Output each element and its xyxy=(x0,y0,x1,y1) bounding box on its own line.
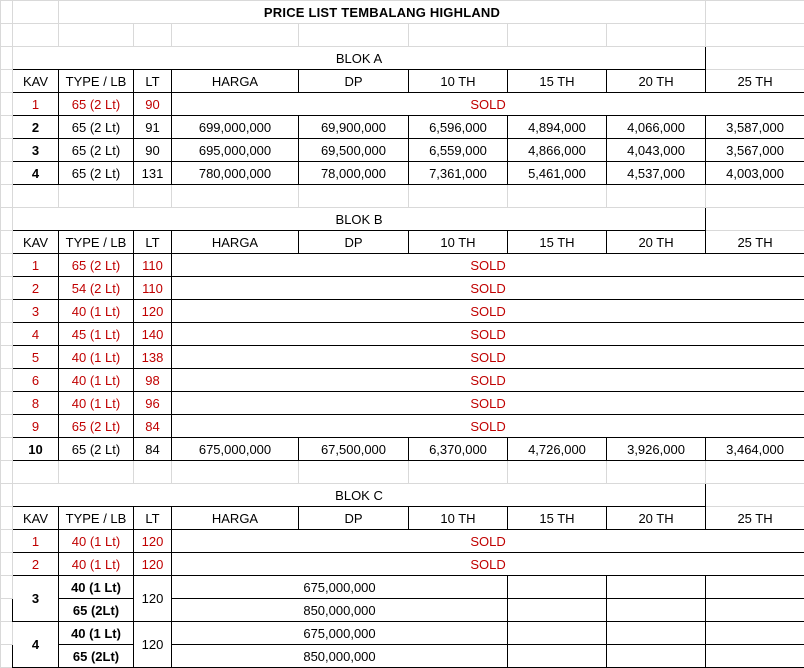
empty-cell xyxy=(134,185,172,208)
cell-lt: 90 xyxy=(134,93,172,116)
cell-th25: 4,003,000 xyxy=(706,162,804,185)
cell-harga: 675,000,000 xyxy=(172,576,508,599)
cell-kav: 2 xyxy=(13,553,59,576)
empty-cell xyxy=(299,24,409,47)
cell-dp: 69,900,000 xyxy=(299,116,409,139)
empty-cell xyxy=(134,24,172,47)
empty-cell xyxy=(706,484,804,507)
cell-th25: 3,567,000 xyxy=(706,139,804,162)
cell-type: 40 (1 Lt) xyxy=(59,392,134,415)
column-header: DP xyxy=(299,70,409,93)
cell-lt: 120 xyxy=(134,622,172,668)
cell-sold: SOLD xyxy=(172,530,804,553)
gutter-cell xyxy=(1,231,13,254)
cell-kav: 5 xyxy=(13,346,59,369)
cell-type: 65 (2 Lt) xyxy=(59,438,134,461)
gutter-cell xyxy=(1,553,13,576)
column-header: HARGA xyxy=(172,231,299,254)
cell-kav: 3 xyxy=(13,300,59,323)
cell-type: 40 (1 Lt) xyxy=(59,346,134,369)
cell-th15 xyxy=(508,599,607,622)
gutter-cell xyxy=(1,1,13,24)
cell-lt: 96 xyxy=(134,392,172,415)
cell-sold: SOLD xyxy=(172,369,804,392)
empty-cell xyxy=(1,185,13,208)
cell-kav: 4 xyxy=(13,622,59,668)
cell-dp: 78,000,000 xyxy=(299,162,409,185)
cell-kav: 1 xyxy=(13,530,59,553)
cell-kav: 4 xyxy=(13,162,59,185)
cell-lt: 120 xyxy=(134,553,172,576)
gutter-cell xyxy=(1,208,13,231)
cell-type: 45 (1 Lt) xyxy=(59,323,134,346)
cell-th25: 3,464,000 xyxy=(706,438,804,461)
gutter-cell xyxy=(1,576,13,599)
cell-type: 40 (1 Lt) xyxy=(59,530,134,553)
empty-cell xyxy=(706,1,804,24)
cell-kav: 10 xyxy=(13,438,59,461)
cell-kav: 1 xyxy=(13,254,59,277)
column-header: TYPE / LB xyxy=(59,507,134,530)
empty-cell xyxy=(409,185,508,208)
cell-sold: SOLD xyxy=(172,553,804,576)
cell-th15: 5,461,000 xyxy=(508,162,607,185)
empty-cell xyxy=(59,461,134,484)
gutter-cell xyxy=(1,346,13,369)
empty-cell xyxy=(13,24,59,47)
column-header: KAV xyxy=(13,70,59,93)
empty-cell xyxy=(13,461,59,484)
gutter-cell xyxy=(1,484,13,507)
cell-dp: 67,500,000 xyxy=(299,438,409,461)
column-header: DP xyxy=(299,507,409,530)
cell-dp: 69,500,000 xyxy=(299,139,409,162)
cell-th15: 4,866,000 xyxy=(508,139,607,162)
gutter-cell xyxy=(1,369,13,392)
empty-cell xyxy=(508,461,607,484)
empty-cell xyxy=(1,24,13,47)
column-header: 25 TH xyxy=(706,231,804,254)
cell-th20: 3,926,000 xyxy=(607,438,706,461)
gutter-cell xyxy=(1,93,13,116)
empty-cell xyxy=(706,208,804,231)
column-header: 20 TH xyxy=(607,507,706,530)
cell-th20: 4,043,000 xyxy=(607,139,706,162)
cell-th15 xyxy=(508,576,607,599)
cell-kav: 9 xyxy=(13,415,59,438)
empty-cell xyxy=(172,461,299,484)
gutter-cell xyxy=(1,438,13,461)
cell-harga: 675,000,000 xyxy=(172,622,508,645)
cell-type: 65 (2 Lt) xyxy=(59,116,134,139)
cell-th10: 6,370,000 xyxy=(409,438,508,461)
cell-th25 xyxy=(706,599,804,622)
cell-type: 40 (1 Lt) xyxy=(59,369,134,392)
gutter-cell xyxy=(1,599,13,622)
empty-cell xyxy=(706,461,804,484)
cell-kav: 2 xyxy=(13,116,59,139)
column-header: 15 TH xyxy=(508,231,607,254)
empty-cell xyxy=(409,24,508,47)
empty-cell xyxy=(706,24,804,47)
column-header: HARGA xyxy=(172,70,299,93)
cell-harga: 699,000,000 xyxy=(172,116,299,139)
cell-kav: 3 xyxy=(13,576,59,622)
cell-th15 xyxy=(508,622,607,645)
cell-sold: SOLD xyxy=(172,277,804,300)
gutter-cell xyxy=(1,139,13,162)
cell-lt: 84 xyxy=(134,415,172,438)
column-header: KAV xyxy=(13,507,59,530)
cell-type: 54 (2 Lt) xyxy=(59,277,134,300)
empty-cell xyxy=(409,461,508,484)
column-header: 10 TH xyxy=(409,507,508,530)
cell-kav: 4 xyxy=(13,323,59,346)
cell-th15: 4,894,000 xyxy=(508,116,607,139)
column-header: 15 TH xyxy=(508,70,607,93)
empty-cell xyxy=(172,24,299,47)
page-title: PRICE LIST TEMBALANG HIGHLAND xyxy=(59,1,706,24)
empty-cell xyxy=(607,24,706,47)
column-header: HARGA xyxy=(172,507,299,530)
cell-kav: 2 xyxy=(13,277,59,300)
cell-th10: 7,361,000 xyxy=(409,162,508,185)
cell-kav: 8 xyxy=(13,392,59,415)
gutter-cell xyxy=(1,47,13,70)
column-header: LT xyxy=(134,231,172,254)
empty-cell xyxy=(299,185,409,208)
gutter-cell xyxy=(1,277,13,300)
cell-kav: 3 xyxy=(13,139,59,162)
cell-th15: 4,726,000 xyxy=(508,438,607,461)
gutter-cell xyxy=(1,645,13,668)
cell-type: 40 (1 Lt) xyxy=(59,622,134,645)
empty-cell xyxy=(607,185,706,208)
cell-harga: 850,000,000 xyxy=(172,599,508,622)
empty-cell xyxy=(508,24,607,47)
block-title: BLOK A xyxy=(13,47,706,70)
empty-cell xyxy=(59,185,134,208)
cell-th10: 6,559,000 xyxy=(409,139,508,162)
cell-harga: 675,000,000 xyxy=(172,438,299,461)
cell-th10: 6,596,000 xyxy=(409,116,508,139)
block-title: BLOK C xyxy=(13,484,706,507)
gutter-cell xyxy=(1,622,13,645)
column-header: 10 TH xyxy=(409,231,508,254)
empty-cell xyxy=(706,185,804,208)
gutter-cell xyxy=(1,300,13,323)
cell-type: 40 (1 Lt) xyxy=(59,553,134,576)
cell-th25 xyxy=(706,645,804,668)
cell-harga: 850,000,000 xyxy=(172,645,508,668)
cell-th20 xyxy=(607,576,706,599)
empty-cell xyxy=(607,461,706,484)
cell-lt: 90 xyxy=(134,139,172,162)
column-header: LT xyxy=(134,70,172,93)
cell-lt: 120 xyxy=(134,300,172,323)
empty-cell xyxy=(1,461,13,484)
cell-type: 65 (2 Lt) xyxy=(59,139,134,162)
gutter-cell xyxy=(1,70,13,93)
cell-lt: 98 xyxy=(134,369,172,392)
cell-harga: 695,000,000 xyxy=(172,139,299,162)
empty-cell xyxy=(172,185,299,208)
cell-th25 xyxy=(706,576,804,599)
cell-type: 40 (1 Lt) xyxy=(59,576,134,599)
column-header: 20 TH xyxy=(607,70,706,93)
cell-type: 65 (2Lt) xyxy=(59,599,134,622)
cell-lt: 84 xyxy=(134,438,172,461)
empty-cell xyxy=(134,461,172,484)
cell-th20: 4,066,000 xyxy=(607,116,706,139)
cell-th25 xyxy=(706,622,804,645)
cell-lt: 140 xyxy=(134,323,172,346)
cell-type: 65 (2 Lt) xyxy=(59,93,134,116)
cell-lt: 138 xyxy=(134,346,172,369)
cell-harga: 780,000,000 xyxy=(172,162,299,185)
cell-lt: 120 xyxy=(134,576,172,622)
cell-th20 xyxy=(607,645,706,668)
cell-kav: 1 xyxy=(13,93,59,116)
cell-lt: 131 xyxy=(134,162,172,185)
cell-th20: 4,537,000 xyxy=(607,162,706,185)
gutter-cell xyxy=(1,323,13,346)
gutter-cell xyxy=(1,162,13,185)
column-header: 25 TH xyxy=(706,507,804,530)
column-header: KAV xyxy=(13,231,59,254)
cell-th20 xyxy=(607,622,706,645)
cell-th20 xyxy=(607,599,706,622)
cell-sold: SOLD xyxy=(172,392,804,415)
cell-sold: SOLD xyxy=(172,254,804,277)
column-header: 20 TH xyxy=(607,231,706,254)
cell-sold: SOLD xyxy=(172,346,804,369)
empty-cell xyxy=(706,47,804,70)
gutter-cell xyxy=(1,530,13,553)
gutter-cell xyxy=(1,392,13,415)
empty-cell xyxy=(299,461,409,484)
cell-th15 xyxy=(508,645,607,668)
cell-sold: SOLD xyxy=(172,323,804,346)
empty-cell xyxy=(13,1,59,24)
column-header: TYPE / LB xyxy=(59,231,134,254)
column-header: LT xyxy=(134,507,172,530)
cell-kav: 6 xyxy=(13,369,59,392)
cell-lt: 120 xyxy=(134,530,172,553)
empty-cell xyxy=(508,185,607,208)
empty-cell xyxy=(13,185,59,208)
empty-cell xyxy=(59,24,134,47)
cell-lt: 110 xyxy=(134,254,172,277)
cell-type: 65 (2 Lt) xyxy=(59,415,134,438)
cell-th25: 3,587,000 xyxy=(706,116,804,139)
block-title: BLOK B xyxy=(13,208,706,231)
cell-lt: 91 xyxy=(134,116,172,139)
cell-type: 40 (1 Lt) xyxy=(59,300,134,323)
cell-type: 65 (2 Lt) xyxy=(59,162,134,185)
column-header: DP xyxy=(299,231,409,254)
cell-sold: SOLD xyxy=(172,300,804,323)
column-header: 15 TH xyxy=(508,507,607,530)
gutter-cell xyxy=(1,116,13,139)
gutter-cell xyxy=(1,415,13,438)
gutter-cell xyxy=(1,254,13,277)
cell-lt: 110 xyxy=(134,277,172,300)
column-header: 25 TH xyxy=(706,70,804,93)
cell-type: 65 (2 Lt) xyxy=(59,254,134,277)
cell-sold: SOLD xyxy=(172,93,804,116)
column-header: TYPE / LB xyxy=(59,70,134,93)
cell-type: 65 (2Lt) xyxy=(59,645,134,668)
cell-sold: SOLD xyxy=(172,415,804,438)
gutter-cell xyxy=(1,507,13,530)
column-header: 10 TH xyxy=(409,70,508,93)
